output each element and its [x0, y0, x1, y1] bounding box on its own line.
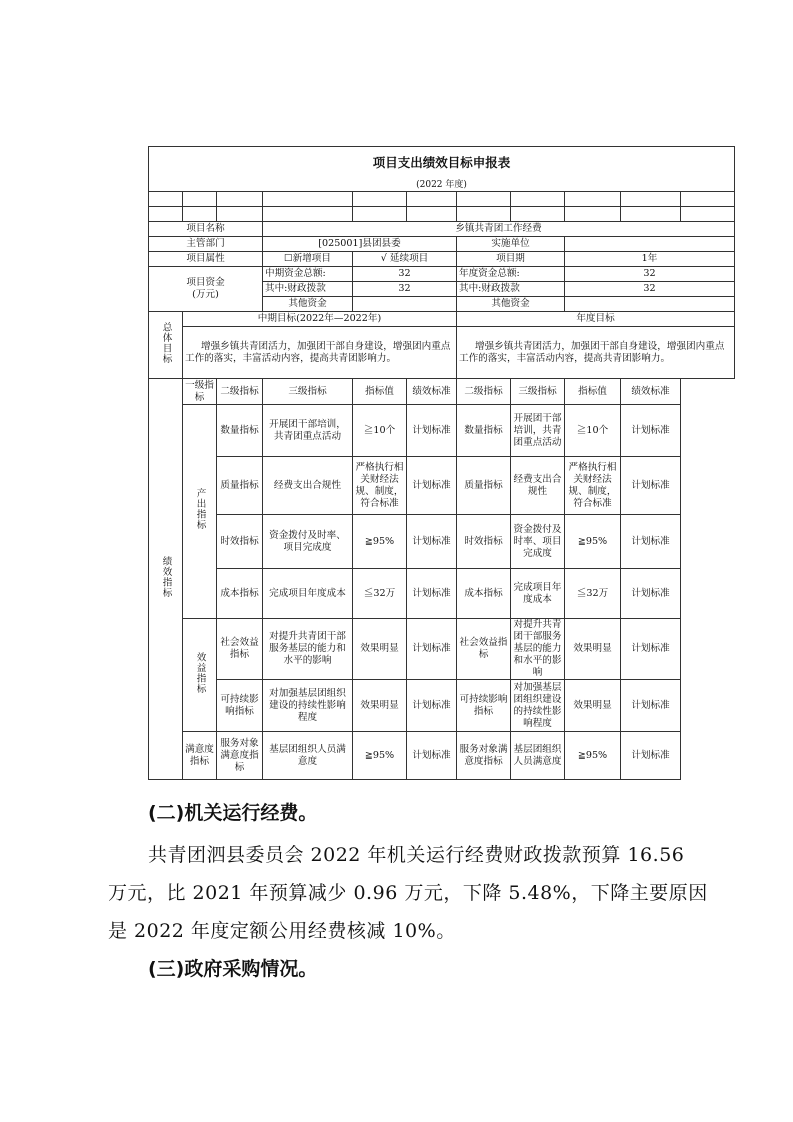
header-std: 绩效标准: [407, 379, 457, 405]
section2-heading: (二)机关运行经费。: [148, 802, 318, 824]
mid-total-label: 中期资金总额:: [263, 267, 353, 282]
row-l3-b: 对提升共青团干部服务基层的能力和水平的影响: [511, 619, 565, 680]
row-l3: 基层团组织人员满意度: [263, 732, 353, 780]
project-name-label: 项目名称: [149, 222, 263, 237]
row-std-b: 计划标准: [621, 457, 681, 515]
row-value: ≧95%: [353, 732, 407, 780]
satisfaction-label: 满意度指标: [183, 732, 217, 780]
period-value: 1年: [565, 252, 735, 267]
row-value-b: 严格执行相关财经法规、制度，符合标准: [565, 457, 621, 515]
row-l2: 数量指标: [217, 405, 263, 457]
table-row: [149, 732, 735, 780]
row-std: 计划标准: [407, 457, 457, 515]
header-value: 指标值: [353, 379, 407, 405]
row-l3-b: 完成项目年度成本: [511, 569, 565, 619]
mid-goal-header: 中期目标(2022年—2022年): [183, 312, 457, 327]
performance-target-table: [148, 146, 734, 786]
row-std: 计划标准: [407, 732, 457, 780]
goal-label: 总体目标: [149, 312, 183, 379]
row-l3: 对提升共青团干部服务基层的能力和水平的影响: [263, 619, 353, 680]
project-name: 乡镇共青团工作经费: [263, 222, 735, 237]
attr-cont: √ 延续项目: [353, 252, 457, 267]
row-l2: 时效指标: [217, 515, 263, 569]
row-l2-b: 数量指标: [457, 405, 511, 457]
funds-label: [149, 267, 263, 312]
row-l3: 对加强基层团组织建设的持续性影响程度: [263, 680, 353, 732]
row-std-b: 计划标准: [621, 680, 681, 732]
row-l2: 成本指标: [217, 569, 263, 619]
table-row: [149, 569, 735, 619]
row-std: 计划标准: [407, 569, 457, 619]
table-row: [149, 457, 735, 515]
header-value-b: 指标值: [565, 379, 621, 405]
table-row: [149, 515, 735, 569]
table-title: 项目支出绩效目标申报表: [149, 147, 735, 180]
row-l2-b: 时效指标: [457, 515, 511, 569]
output-label: 产出指标: [183, 405, 217, 619]
row-l2-b: 服务对象满意度指标: [457, 732, 511, 780]
row-l2-b: 质量指标: [457, 457, 511, 515]
row-value-b: 效果明显: [565, 680, 621, 732]
period-label: 项目期: [457, 252, 565, 267]
row-value-b: ≧95%: [565, 515, 621, 569]
row-value: 效果明显: [353, 619, 407, 680]
row-std-b: 计划标准: [621, 569, 681, 619]
impl-unit-value: [565, 237, 735, 252]
header-std-b: 绩效标准: [621, 379, 681, 405]
funds-label-line1: 项目资金: [186, 277, 225, 288]
year-total-label: 年度资金总额:: [457, 267, 565, 282]
perf-label: 绩效指标: [149, 379, 183, 780]
row-value: ≧10个: [353, 405, 407, 457]
header-lvl3-b: 三级指标: [511, 379, 565, 405]
row-std-b: 计划标准: [621, 405, 681, 457]
impl-unit-label: 实施单位: [457, 237, 565, 252]
mid-total: 32: [353, 267, 457, 282]
attr-new: ☐新增项目: [263, 252, 353, 267]
row-l3: 经费支出合规性: [263, 457, 353, 515]
row-value-b: ≧95%: [565, 732, 621, 780]
table-row: [149, 619, 735, 680]
header-lvl2-b: 二级指标: [457, 379, 511, 405]
row-value-b: ≦32万: [565, 569, 621, 619]
row-l2-b: 成本指标: [457, 569, 511, 619]
row-l2-b: 可持续影响指标: [457, 680, 511, 732]
table-year: (2022 年度): [149, 179, 735, 192]
section2-text: 共青团泗县委员会 2022 年机关运行经费财政拨款预算 16.56 万元，比 2021 年预算减少 0.96 万元，下降 5.48%，下降主要原因是 2022 年度定额公用经费核减 10%。: [108, 844, 708, 942]
year-fiscal: 32: [565, 282, 735, 297]
row-l3-b: 对加强基层团组织建设的持续性影响程度: [511, 680, 565, 732]
table-row: [149, 680, 735, 732]
year-other-value: [565, 297, 735, 312]
row-value-b: ≧10个: [565, 405, 621, 457]
row-std: 计划标准: [407, 515, 457, 569]
row-l2-b: 社会效益指标: [457, 619, 511, 680]
mid-fiscal: 32: [353, 282, 457, 297]
row-std-b: 计划标准: [621, 619, 681, 680]
row-l2: 可持续影响指标: [217, 680, 263, 732]
year-goal-text: 增强乡镇共青团活力，加强团干部自身建设，增强团内重点工作的落实，丰富活动内容，提高共青团影响力。: [457, 327, 735, 379]
benefit-label: 效益指标: [183, 619, 217, 732]
row-l2: 质量指标: [217, 457, 263, 515]
mid-fiscal-label: 其中:财政拨款: [263, 282, 353, 297]
year-fiscal-label: 其中:财政拨款: [457, 282, 565, 297]
header-lvl3: 三级指标: [263, 379, 353, 405]
table-row: [149, 405, 735, 457]
year-other-label: 其他资金: [457, 297, 565, 312]
row-l3: 完成项目年度成本: [263, 569, 353, 619]
mid-other-value: [353, 297, 457, 312]
row-l2: 社会效益指标: [217, 619, 263, 680]
row-l3-b: 资金拨付及时率、项目完成度: [511, 515, 565, 569]
row-value: 效果明显: [353, 680, 407, 732]
mid-goal-text: 增强乡镇共青团活力，加强团干部自身建设，增强团内重点工作的落实，丰富活动内容，提高共青团影响力。: [183, 327, 457, 379]
row-l3-b: 开展团干部培训，共青团重点活动: [511, 405, 565, 457]
row-l2: 服务对象满意度指标: [217, 732, 263, 780]
section3-heading: (三)政府采购情况。: [148, 958, 318, 980]
year-total: 32: [565, 267, 735, 282]
row-l3: 资金拨付及时率、项目完成度: [263, 515, 353, 569]
header-lvl2: 二级指标: [217, 379, 263, 405]
funds-label-line2: (万元): [192, 289, 219, 300]
row-l3-b: 基层团组织人员满意度: [511, 732, 565, 780]
row-std: 计划标准: [407, 405, 457, 457]
row-std-b: 计划标准: [621, 515, 681, 569]
mid-other-label: 其他资金: [263, 297, 353, 312]
header-lvl1: 一级指标: [183, 379, 217, 405]
year-goal-header: 年度目标: [457, 312, 735, 327]
row-value: ≧95%: [353, 515, 407, 569]
row-l3: 开展团干部培训，共青团重点活动: [263, 405, 353, 457]
attr-label: 项目属性: [149, 252, 263, 267]
dept-label: 主管部门: [149, 237, 263, 252]
row-std: 计划标准: [407, 619, 457, 680]
dept-value: [025001]县团县委: [263, 237, 457, 252]
row-value: ≦32万: [353, 569, 407, 619]
row-std: 计划标准: [407, 680, 457, 732]
row-value: 严格执行相关财经法规、制度，符合标准: [353, 457, 407, 515]
row-value-b: 效果明显: [565, 619, 621, 680]
row-std-b: 计划标准: [621, 732, 681, 780]
row-l3-b: 经费支出合规性: [511, 457, 565, 515]
